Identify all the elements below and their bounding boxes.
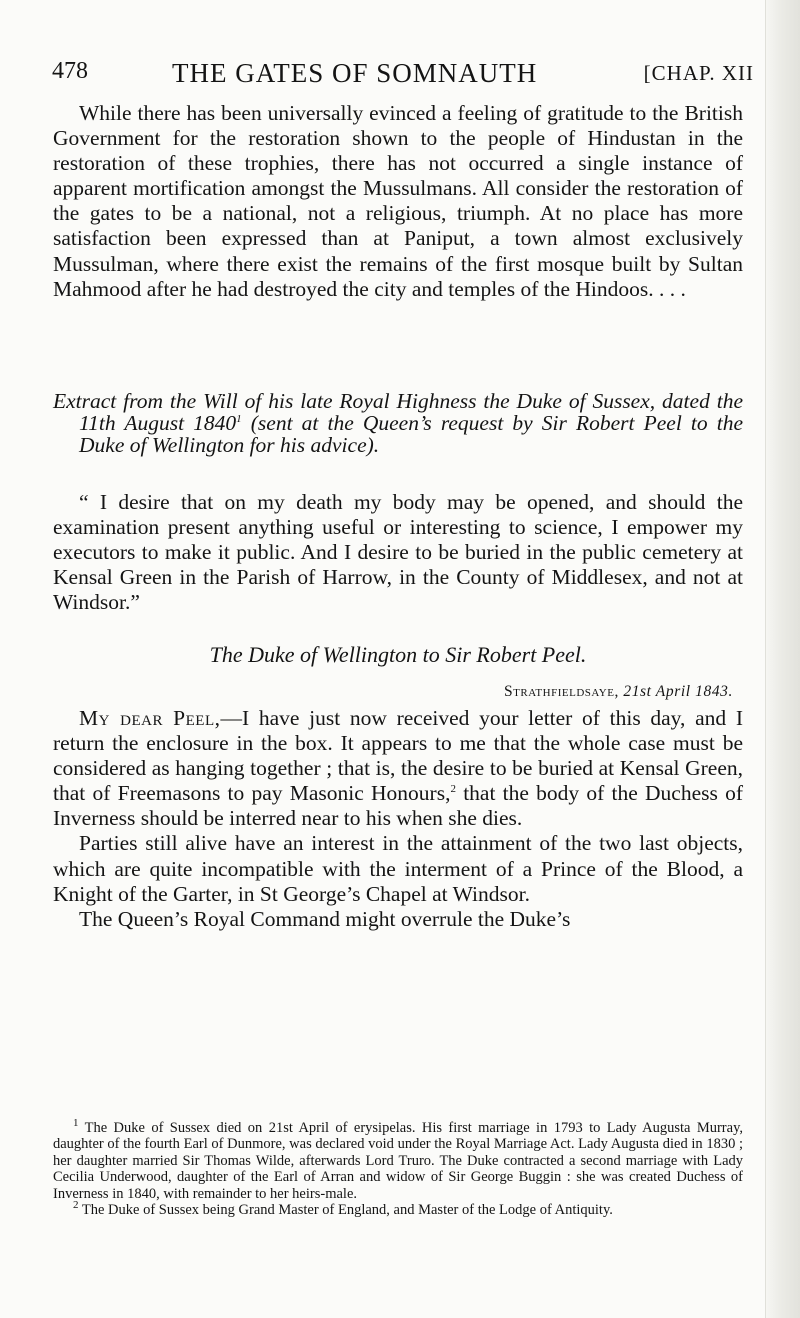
dateline-date: 21st April 1843. bbox=[623, 683, 733, 700]
letter-heading-block bbox=[53, 642, 743, 668]
letter-salutation: My dear Peel, bbox=[79, 706, 221, 730]
letter-dateline bbox=[53, 683, 743, 701]
letter-paragraph-1 bbox=[53, 706, 743, 831]
footnotes bbox=[53, 1117, 743, 1219]
will-quote-block bbox=[53, 490, 743, 615]
will-extract-heading-tail: (sent at the Queen’s request by Sir Robert Peel to the Duke of Wellington for his advice). bbox=[79, 411, 743, 457]
footnote-2-text: The Duke of Sussex being Grand Master of England, and Master of the Lodge of Antiquity. bbox=[78, 1202, 613, 1219]
letter-paragraph-3: The Queen’s Royal Command might overrule the Duke’s bbox=[79, 906, 571, 931]
letter-paragraph-1-text: —I have just now received your letter of this day, and I return the enclosure in the box. It appears to me that the whole case must be considered as hanging together ; that is, the desire to be buried at Kensal Green, that of Freemasons to pay Masonic Honours, bbox=[53, 706, 743, 806]
running-head bbox=[52, 58, 754, 92]
dateline-place: Strathfieldsaye, bbox=[504, 683, 619, 700]
dateline-block bbox=[53, 683, 743, 701]
will-extract-heading bbox=[53, 390, 743, 456]
letter-body bbox=[53, 706, 743, 932]
footnote-ref-2[interactable]: 2 bbox=[450, 783, 456, 796]
letter-paragraph-1-tail: that the body of the Duchess of Inverness should be interred near to his when she dies. bbox=[53, 781, 744, 831]
footnote-1-mark: 1 bbox=[73, 1117, 79, 1130]
footnote-1 bbox=[53, 1117, 743, 1202]
footnote-1-text: The Duke of Sussex died on 21st April of erysipelas. His first marriage in 1793 to Lady Augusta Murray, daughter of the fourth Earl of Dunmore, was declared void under the Royal Marriage Act. Lady Augusta died in 1830 ; her daughter married Sir Thomas Wilde, afterwards Lord Truro. The Duke contracted a second marriage with Lady Cecilia Underwood, daughter of the Earl of Arran and widow of Sir George Buggin : she was created Duchess of Inverness in 1840, with remainder to her heirs-male. bbox=[53, 1120, 743, 1202]
page-number: 478 bbox=[52, 58, 88, 84]
opening-paragraph-block bbox=[53, 101, 743, 302]
letter-paragraph-2: Parties still alive have an interest in the attainment of the two last objects, which are quite incompatible with the interment of a Prince of the Blood, a Knight of the Garter, in St George’s Chapel at Windsor. bbox=[53, 831, 743, 906]
page-edge-shadow bbox=[765, 0, 800, 1318]
will-quote: “ I desire that on my death my body may be opened, and should the examination present anything useful or interesting to science, I empower my executors to make it public. And I desire to be buried in the public cemetery at Kensal Green in the Parish of Harrow, in the County of Middlesex, and not at Windsor.” bbox=[53, 490, 743, 615]
will-extract-heading-block bbox=[53, 390, 743, 456]
opening-paragraph: While there has been universally evinced a feeling of gratitude to the British Government for the restoration shown to the people of Hindustan in the restoration of these trophies, there has not occurred a single instance of apparent mortification amongst the Mussulmans. All consider the restoration of the gates to be a national, not a religious, triumph. At no place has more satisfaction been expressed than at Paniput, a town almost exclusively Mussulman, where there exist the remains of the first mosque built by Sultan Mahmood after he had destroyed the city and temples of the Hindoos. . . . bbox=[53, 101, 743, 301]
will-extract-heading-text: Extract from the Will of his late Royal Highness the Duke of Sussex, dated the 11th August 1840 bbox=[53, 389, 743, 435]
running-title: THE GATES OF SOMNAUTH bbox=[172, 58, 538, 88]
footnote-2 bbox=[53, 1199, 743, 1219]
footnote-2-mark: 2 bbox=[73, 1199, 79, 1212]
chapter-marker: [CHAP. XII bbox=[643, 61, 754, 85]
footnote-ref-1[interactable]: 1 bbox=[236, 412, 242, 425]
letter-title: The Duke of Wellington to Sir Robert Peel. bbox=[209, 642, 587, 667]
